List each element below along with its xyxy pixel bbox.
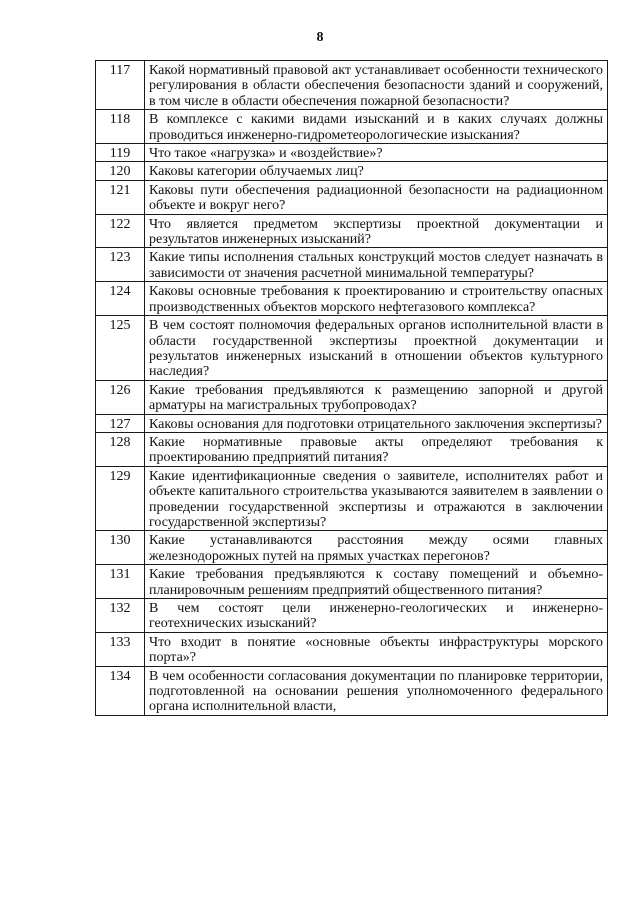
- question-number: 132: [96, 599, 145, 633]
- question-number: 133: [96, 632, 145, 666]
- table-row: [96, 144, 608, 162]
- page-number: 8: [316, 30, 324, 45]
- table-row: [96, 380, 608, 414]
- question-number: 121: [96, 180, 145, 214]
- question-number: 118: [96, 110, 145, 144]
- table-row: [96, 531, 608, 565]
- table-row: [96, 110, 608, 144]
- question-number: 122: [96, 214, 145, 248]
- question-number: 120: [96, 162, 145, 180]
- table-row: [96, 248, 608, 282]
- table-row: [96, 599, 608, 633]
- question-text: Что является предметом экспертизы проектной документации и результатов инженерных изысканий?: [145, 214, 608, 248]
- table-row: [96, 282, 608, 316]
- table-row: [96, 466, 608, 531]
- question-text: Какие нормативные правовые акты определяют требования к проектированию предприятий питания?: [145, 432, 608, 466]
- question-number: 126: [96, 380, 145, 414]
- question-text: В чем состоят полномочия федеральных органов исполнительной власти в области государственной экспертизы проектной документации и результатов инженерных изысканий в отношении объектов культурного наследия?: [145, 316, 608, 381]
- table-row: [96, 666, 608, 715]
- question-number: 119: [96, 144, 145, 162]
- table-row: [96, 61, 608, 110]
- question-text: Что такое «нагрузка» и «воздействие»?: [145, 144, 608, 162]
- question-number: 117: [96, 61, 145, 110]
- question-text: В комплексе с какими видами изысканий и в каких случаях должны проводиться инженерно-гидрометеорологические изыскания?: [145, 110, 608, 144]
- table-row: [96, 414, 608, 432]
- question-text: Какой нормативный правовой акт устанавливает особенности технического регулирования в области обеспечения безопасности зданий и сооружений, в том числе в области обеспечения пожарной безопасности?: [145, 61, 608, 110]
- question-text: Какие типы исполнения стальных конструкций мостов следует назначать в зависимости от значения расчетной минимальной температуры?: [145, 248, 608, 282]
- question-text: Какие идентификационные сведения о заявителе, исполнителях работ и объекте капитального строительства указываются заявителем в заявлении о проведении государственной экспертизы и отражаются в заключении государственной экспертизы?: [145, 466, 608, 531]
- question-text: Каковы основания для подготовки отрицательного заключения экспертизы?: [145, 414, 608, 432]
- question-text: Какие требования предъявляются к составу помещений и объемно-планировочным решениям предприятий общественного питания?: [145, 565, 608, 599]
- question-text: Что входит в понятие «основные объекты инфраструктуры морского порта»?: [145, 632, 608, 666]
- question-text: В чем состоят цели инженерно-геологических и инженерно-геотехнических изысканий?: [145, 599, 608, 633]
- question-text: Каковы основные требования к проектированию и строительству опасных производственных объектов морского нефтегазового комплекса?: [145, 282, 608, 316]
- table-row: [96, 162, 608, 180]
- question-number: 123: [96, 248, 145, 282]
- question-number: 124: [96, 282, 145, 316]
- table-row: [96, 565, 608, 599]
- question-number: 131: [96, 565, 145, 599]
- question-text: Каковы категории облучаемых лиц?: [145, 162, 608, 180]
- table-row: [96, 432, 608, 466]
- question-number: 127: [96, 414, 145, 432]
- question-number: 128: [96, 432, 145, 466]
- question-text: Каковы пути обеспечения радиационной безопасности на радиационном объекте и вокруг него?: [145, 180, 608, 214]
- question-number: 129: [96, 466, 145, 531]
- question-number: 130: [96, 531, 145, 565]
- question-text: Какие устанавливаются расстояния между осями главных железнодорожных путей на прямых участках перегонов?: [145, 531, 608, 565]
- questions-table: [95, 60, 608, 716]
- question-number: 134: [96, 666, 145, 715]
- question-number: 125: [96, 316, 145, 381]
- table-row: [96, 632, 608, 666]
- table-row: [96, 180, 608, 214]
- question-text: В чем особенности согласования документации по планировке территории, подготовленной на основании решения уполномоченного федерального органа исполнительной власти,: [145, 666, 608, 715]
- question-text: Какие требования предъявляются к размещению запорной и другой арматуры на магистральных трубопроводах?: [145, 380, 608, 414]
- table-row: [96, 214, 608, 248]
- table-row: [96, 316, 608, 381]
